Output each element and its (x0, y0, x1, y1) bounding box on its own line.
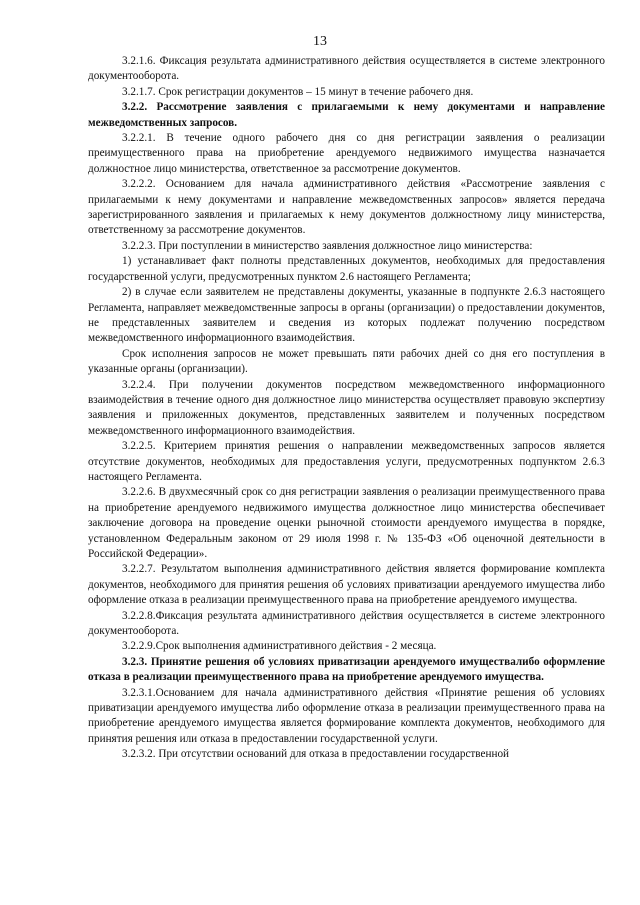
paragraph: 3.2.2.1. В течение одного рабочего дня со дня регистрации заявления о реализации преимущественного права на приобретение арендуемого недвижимого имущества назначается должностное лицо министерства, ответственное за рассмотрение документов. (88, 132, 605, 175)
list-item: 1) устанавливает факт полноты представленных документов, необходимых для предоставления государственной услуги, предусмотренных пунктом 2.6 настоящего Регламента; (88, 255, 605, 283)
paragraph: Срок исполнения запросов не может превышать пяти рабочих дней со дня его поступления в указанные органы (организации). (88, 347, 605, 376)
paragraph: 3.2.2.9.Срок выполнения административного действия - 2 месяца. (122, 640, 437, 653)
paragraph: 3.2.2.8.Фиксация результата административного действия осуществляется в системе электронного документооборота. (88, 609, 605, 638)
paragraph: 3.2.3.1.Основанием для начала административного действия «Принятие решения об условиях приватизации арендуемого имущества либо оформление отказа в реализации преимущественного права на приобретение арендуемого имущества является формирование комплекта документов, необходимого для принятия решения или отказа в предоставлении государственной услуги. (88, 686, 605, 745)
section-heading: 3.2.2. Рассмотрение заявления с прилагаемыми к нему документами и направление межведомственных запросов. (88, 101, 605, 129)
paragraph: 3.2.2.6. В двухмесячный срок со дня регистрации заявления о реализации преимущественного права на приобретение арендуемого недвижимого имущества должностное лицо министерства обеспечивает заключение договора на проведение оценки рыночной стоимости арендуемого имущества в порядке, установленном Федеральным законом от 29 июля 1998 г. № 135-ФЗ «Об оценочной деятельности в Российской Федерации». (88, 486, 605, 560)
paragraph: 3.2.1.6. Фиксация результата административного действия осуществляется в системе электронного документооборота. (88, 55, 605, 83)
page-number: 13 (313, 34, 327, 49)
paragraph: 3.2.2.3. При поступлении в министерство заявления должностное лицо министерства: (122, 239, 533, 252)
paragraph: 3.2.2.4. При получении документов посредством межведомственного информационного взаимодействия в течение одного дня должностное лицо министерства осуществляет правовую экспертизу заявления и приложенных документов, представленных заявителем и полученных посредством межведомственного информационного взаимодействия. (88, 378, 605, 437)
section-heading: 3.2.3. Принятие решения об условиях приватизации арендуемого имуществалибо оформление отказа в реализации преимущественного права на приобретение арендуемого имущества. (88, 655, 605, 684)
paragraph: 3.2.2.2. Основанием для начала административного действия «Рассмотрение заявления с прилагаемыми к нему документами и направление межведомственных запросов» является передача зарегистрированного заявления и прилагаемых к нему документов должностному лицу министерства, ответственному за рассмотрение документов. (88, 178, 605, 237)
list-item: 2) в случае если заявителем не представлены документы, указанные в подпункте 2.6.3 настоящего Регламента, направляет межведомственные запросы в органы (организации) о предоставлении документов, не представленных заявителем и сведения из которых подлежат получению посредством межведомственного информационного взаимодействия. (88, 286, 605, 345)
document-body (88, 54, 605, 763)
paragraph: 3.2.2.7. Результатом выполнения административного действия является формирование комплекта документов, необходимого для принятия решения об условиях приватизации арендуемого имущества либо оформление отказа в реализации преимущественного права на приобретение арендуемого имущества. (88, 563, 605, 607)
paragraph: 3.2.1.7. Срок регистрации документов – 15 минут в течение рабочего дня. (122, 85, 474, 98)
paragraph: 3.2.3.2. При отсутствии оснований для отказа в предоставлении государственной (122, 748, 510, 761)
paragraph: 3.2.2.5. Критерием принятия решения о направлении межведомственных запросов является отсутствие документов, необходимых для предоставления услуги, предусмотренных подпунктом 2.6.3 настоящего Регламента. (88, 440, 605, 483)
